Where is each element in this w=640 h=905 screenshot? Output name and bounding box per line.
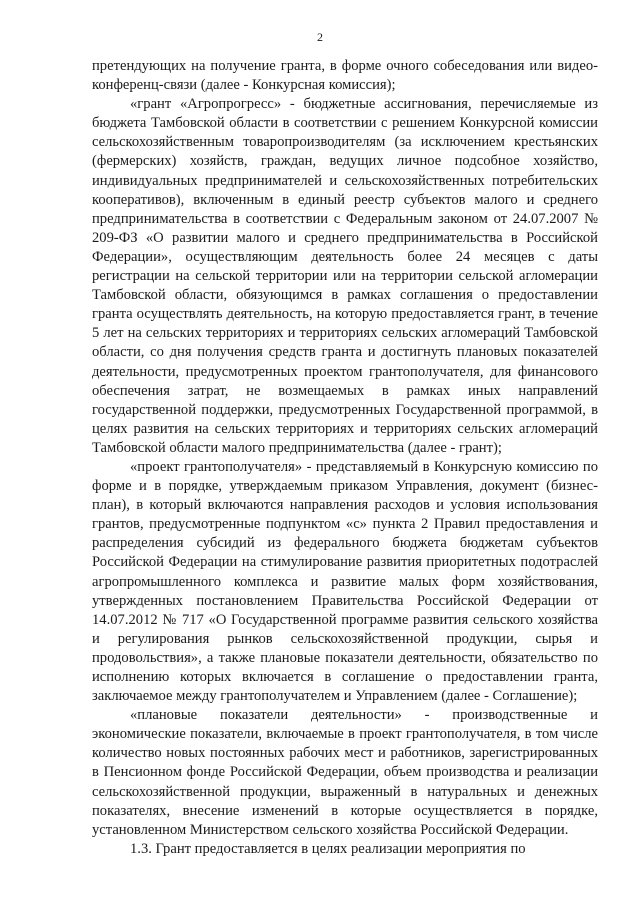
document-body [92, 57, 598, 859]
paragraph-section-1-3: 1.3. Грант предоставляется в целях реализации мероприятия по [130, 840, 526, 857]
page-number: 2 [317, 30, 323, 44]
paragraph-commission-continuation: претендующих на получение гранта, в форме очного собеседования или видео-конференц-связи (далее - Конкурсная комиссия); [92, 58, 598, 94]
paragraph-indicators-definition: «плановые показатели деятельности» - производственные и экономические показатели, включаемые в проект грантополучателя, в том числе количество новых постоянных рабочих мест и работников, зарегистрированных в Пенсионном фонде Российской Федерации, объем производства и реализации сельскохозяйственной продукции, выраженный в натуральных и денежных показателях, внесение изменений в которые осуществляется в порядке, установленном Министерством сельского хозяйства Российской Федерации. [92, 707, 598, 838]
paragraph-grant-definition: «грант «Агропрогресс» - бюджетные ассигнования, перечисляемые из бюджета Тамбовской области в соответствии с решением Конкурсной комиссии сельскохозяйственным товаропроизводителям (за исключением крестьянских (фермерских) хозяйств, граждан, ведущих личное подсобное хозяйство, индивидуальных предпринимателей и сельскохозяйственных потребительских кооперативов), включенным в единый реестр субъектов малого и среднего предпринимательства в соответствии с Федеральным законом от 24.07.2007 № 209-ФЗ «О развитии малого и среднего предпринимательства в Российской Федерации», осуществляющим деятельность более 24 месяцев с даты регистрации на сельской территории или на территории сельской агломерации Тамбовской области, обязующимся в рамках соглашения о предоставлении гранта осуществлять деятельность, на которую предоставляется грант, в течение 5 лет на сельских территориях и территориях сельских агломераций Тамбовской области, со дня получения средств гранта и достигнуть плановых показателей деятельности, предусмотренных проектом грантополучателя, для финансового обеспечения затрат, не возмещаемых в рамках иных направлений государственной поддержки, предусмотренных Государственной программой, в целях развития на сельских территориях и территориях сельских агломераций Тамбовской области малого предпринимательства (далее - грант); [92, 96, 598, 456]
paragraph-project-definition: «проект грантополучателя» - представляемый в Конкурсную комиссию по форме и в порядке, утверждаемым приказом Управления, документ (бизнес-план), в который включаются направления расходов и условия использования грантов, предусмотренные подпунктом «с» пункта 2 Правил предоставления и распределения субсидий из федерального бюджета бюджетам субъектов Российской Федерации на стимулирование развития приоритетных подотраслей агропромышленного комплекса и развитие малых форм хозяйствования, утвержденных постановлением Правительства Российской Федерации от 14.07.2012 № 717 «О Государственной программе развития сельского хозяйства и регулирования рынков сельскохозяйственной продукции, сырья и продовольствия», а также плановые показатели деятельности, обязательство по исполнению которых включается в соглашение о предоставлении гранта, заключаемое между грантополучателем и Управлением (далее - Соглашение); [92, 458, 598, 705]
